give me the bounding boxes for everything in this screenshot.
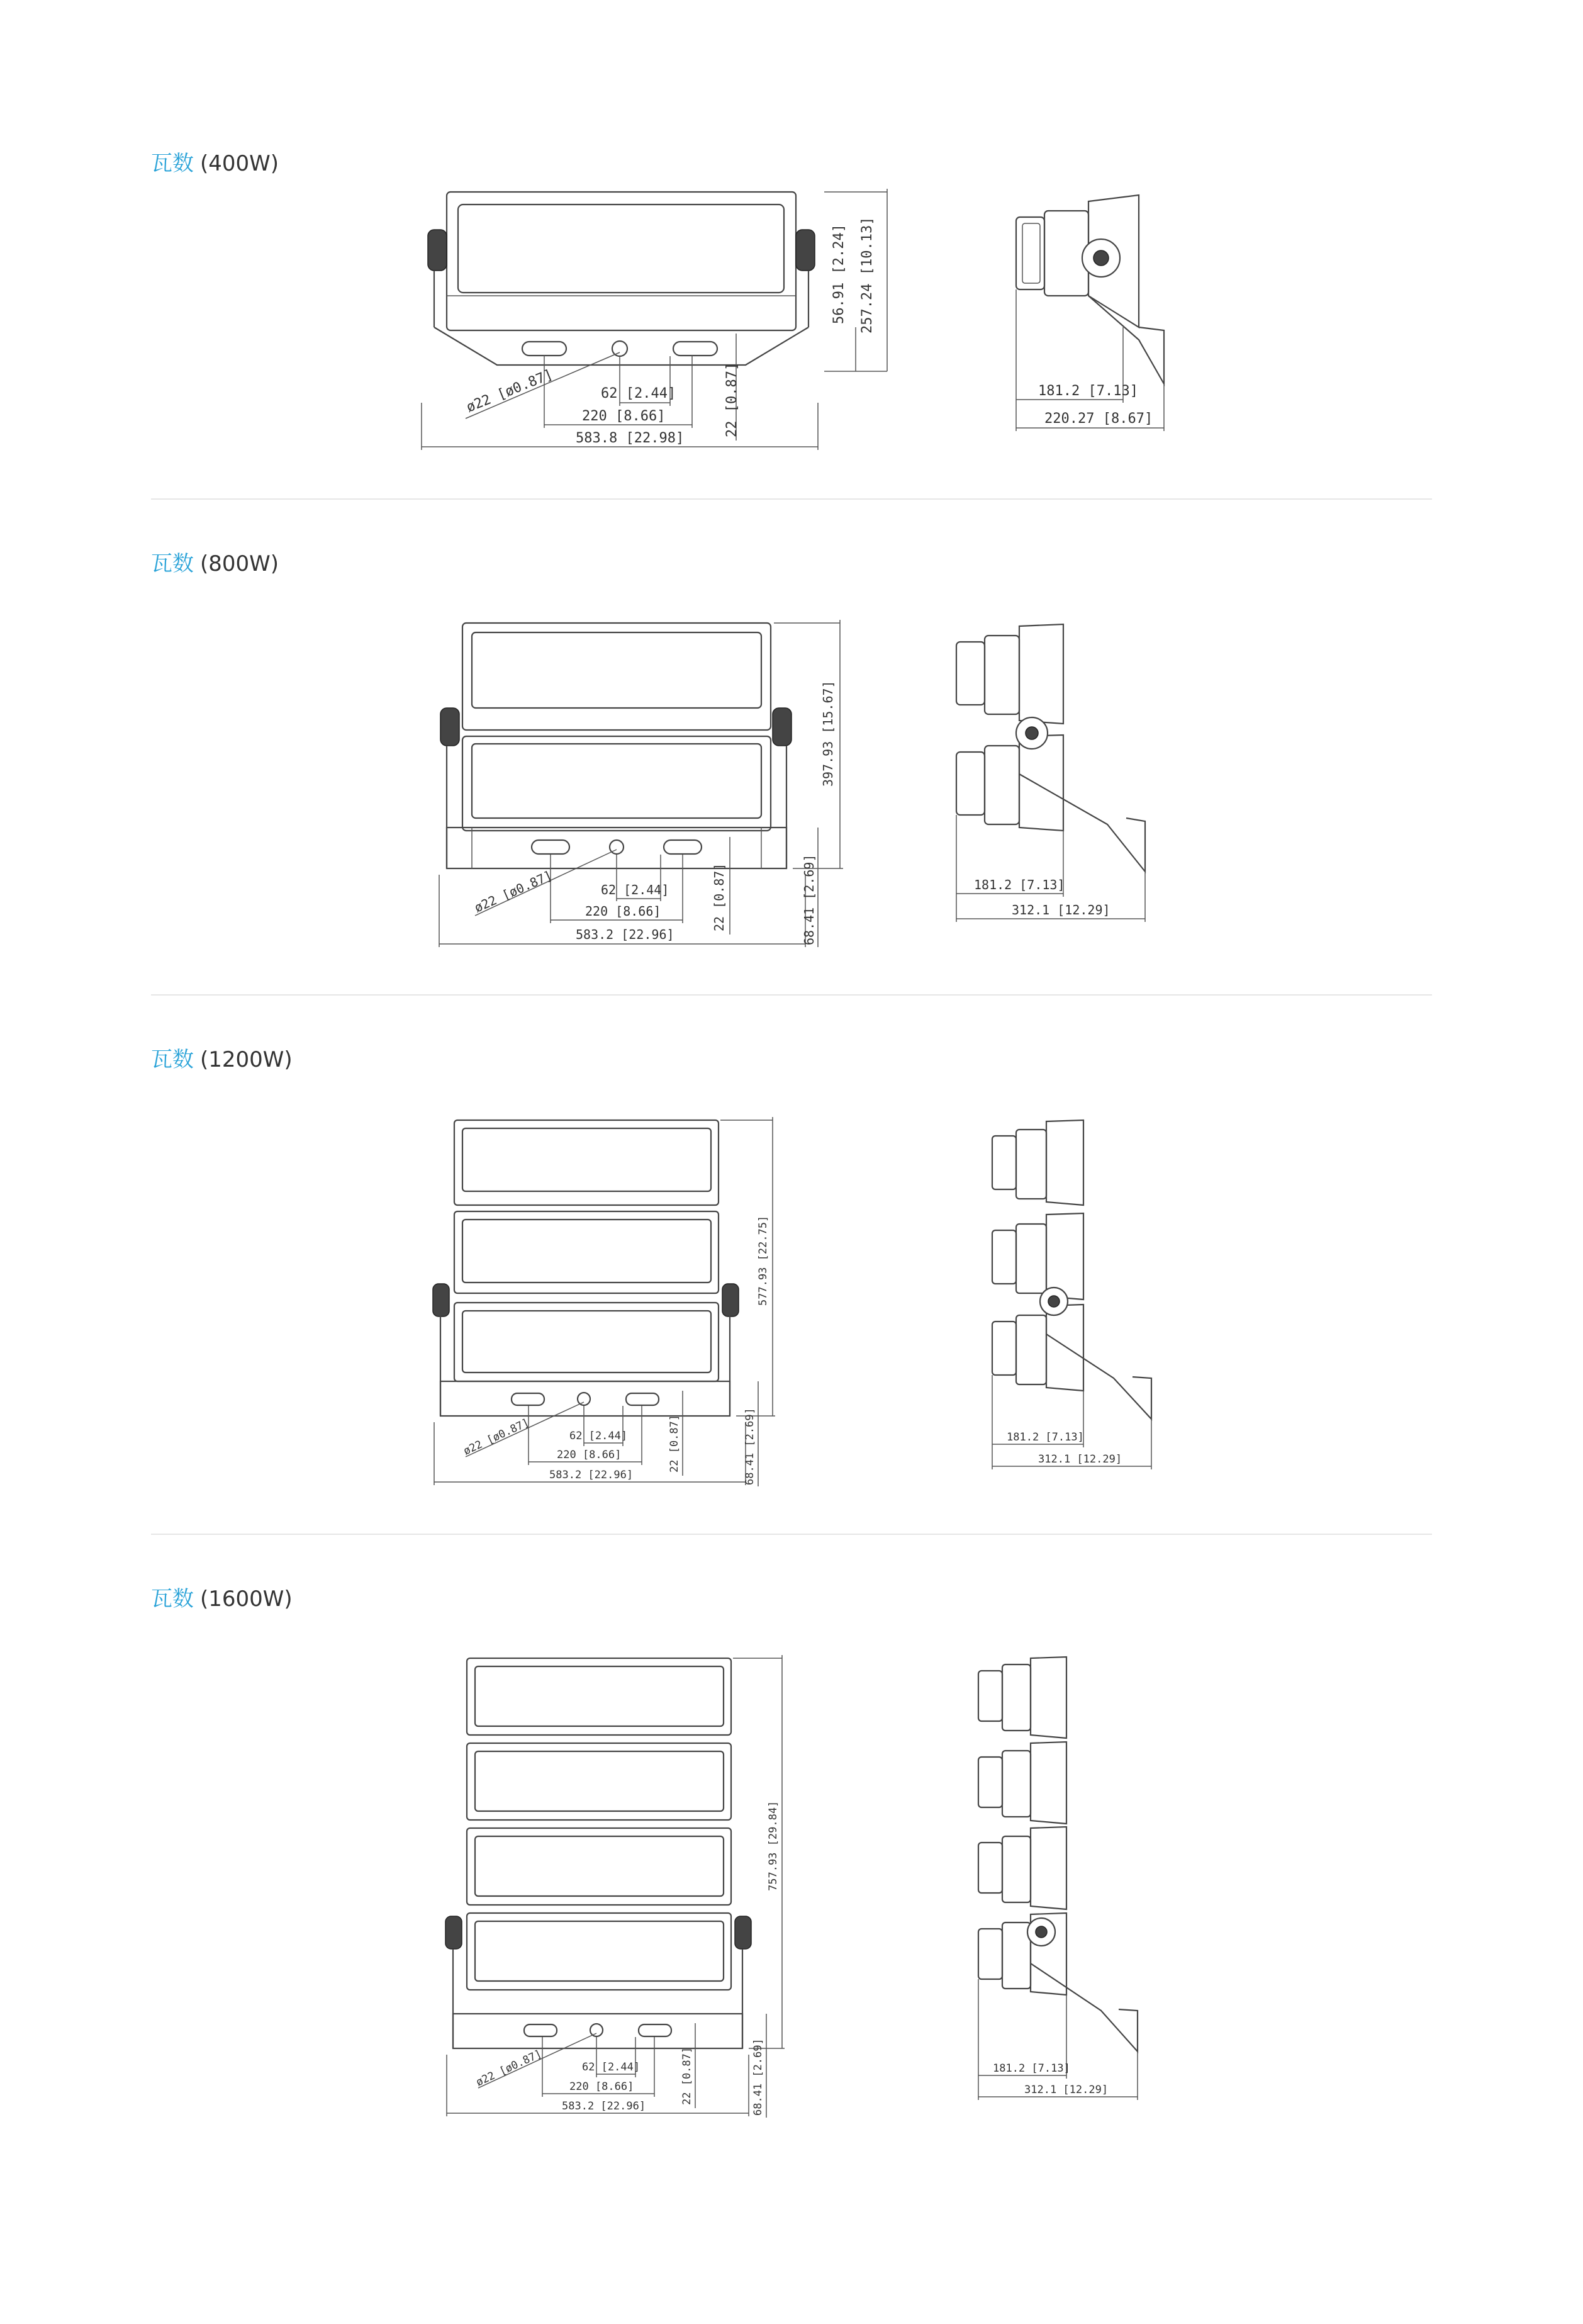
- dim-hole: ø22 [ø0.87]: [461, 1416, 532, 1458]
- dim-base: 68.41 [2.69]: [744, 1408, 756, 1485]
- dim-width: 583.8 [22.98]: [576, 430, 685, 446]
- dim-height: 397.93 [15.67]: [820, 680, 836, 787]
- dim-slot: 22 [0.87]: [668, 1414, 681, 1473]
- dim-spacing: 62 [2.44]: [582, 2061, 640, 2074]
- dim-slot: 22 [0.87]: [712, 863, 727, 931]
- dim-spacing: 62 [2.44]: [601, 882, 669, 897]
- wattage-value: (1600W): [200, 1586, 293, 1612]
- dim-mount: 220 [8.66]: [569, 2080, 634, 2093]
- side-view-400w: [0, 176, 1583, 466]
- section-divider: [151, 1534, 1432, 1535]
- dim-depth: 181.2 [7.13]: [1038, 383, 1138, 399]
- wattage-value: (400W): [200, 151, 279, 176]
- dim-slot: 22 [0.87]: [681, 2046, 693, 2105]
- dim-base: 68.41 [2.69]: [802, 854, 817, 945]
- dim-height: 577.93 [22.75]: [757, 1215, 769, 1306]
- side-view-1600w: [0, 1642, 1583, 2133]
- dim-hole: ø22 [ø0.87]: [474, 2047, 544, 2089]
- side-view-800w: [0, 604, 1583, 957]
- dim-total: 312.1 [12.29]: [1038, 1453, 1122, 1466]
- dim-total: 312.1 [12.29]: [1024, 2084, 1109, 2096]
- dim-total: 312.1 [12.29]: [1012, 902, 1110, 918]
- wattage-value: (1200W): [200, 1047, 293, 1072]
- dim-mount: 220 [8.66]: [557, 1449, 622, 1461]
- section-divider: [151, 994, 1432, 996]
- dim-width: 583.2 [22.96]: [576, 927, 674, 942]
- wattage-label: 瓦数: [151, 1586, 194, 1612]
- dim-base: 68.41 [2.69]: [752, 2038, 764, 2116]
- wattage-label: 瓦数: [151, 151, 194, 176]
- section-divider: [151, 498, 1432, 500]
- dim-width: 583.2 [22.96]: [549, 1469, 634, 1481]
- section-title-400w: [151, 151, 279, 176]
- dim-spacing: 62 [2.44]: [569, 1430, 628, 1442]
- dim-height: 257.24 [10.13]: [859, 216, 875, 334]
- dim-offset: 56.91 [2.24]: [831, 224, 847, 324]
- wattage-value: (800W): [200, 551, 279, 576]
- dim-mount: 220 [8.66]: [582, 408, 666, 424]
- dim-depth: 181.2 [7.13]: [993, 2062, 1070, 2075]
- section-title-1200w: [151, 1047, 293, 1072]
- section-title-800w: [151, 551, 279, 576]
- dim-slot: 22 [0.87]: [724, 362, 740, 437]
- dim-width: 583.2 [22.96]: [562, 2100, 646, 2113]
- wattage-label: 瓦数: [151, 551, 194, 576]
- dim-spacing: 62 [2.44]: [601, 386, 676, 401]
- side-view-1200w: [0, 1101, 1583, 1504]
- wattage-label: 瓦数: [151, 1047, 194, 1072]
- dim-hole: ø22 [ø0.87]: [464, 366, 556, 416]
- dim-depth: 181.2 [7.13]: [1007, 1431, 1084, 1444]
- dim-height: 757.93 [29.84]: [767, 1800, 780, 1891]
- section-title-1600w: [151, 1586, 293, 1612]
- dim-depth: 181.2 [7.13]: [974, 877, 1065, 892]
- dim-total: 220.27 [8.67]: [1044, 411, 1153, 427]
- dim-mount: 220 [8.66]: [585, 904, 661, 919]
- dim-hole: ø22 [ø0.87]: [472, 867, 555, 916]
